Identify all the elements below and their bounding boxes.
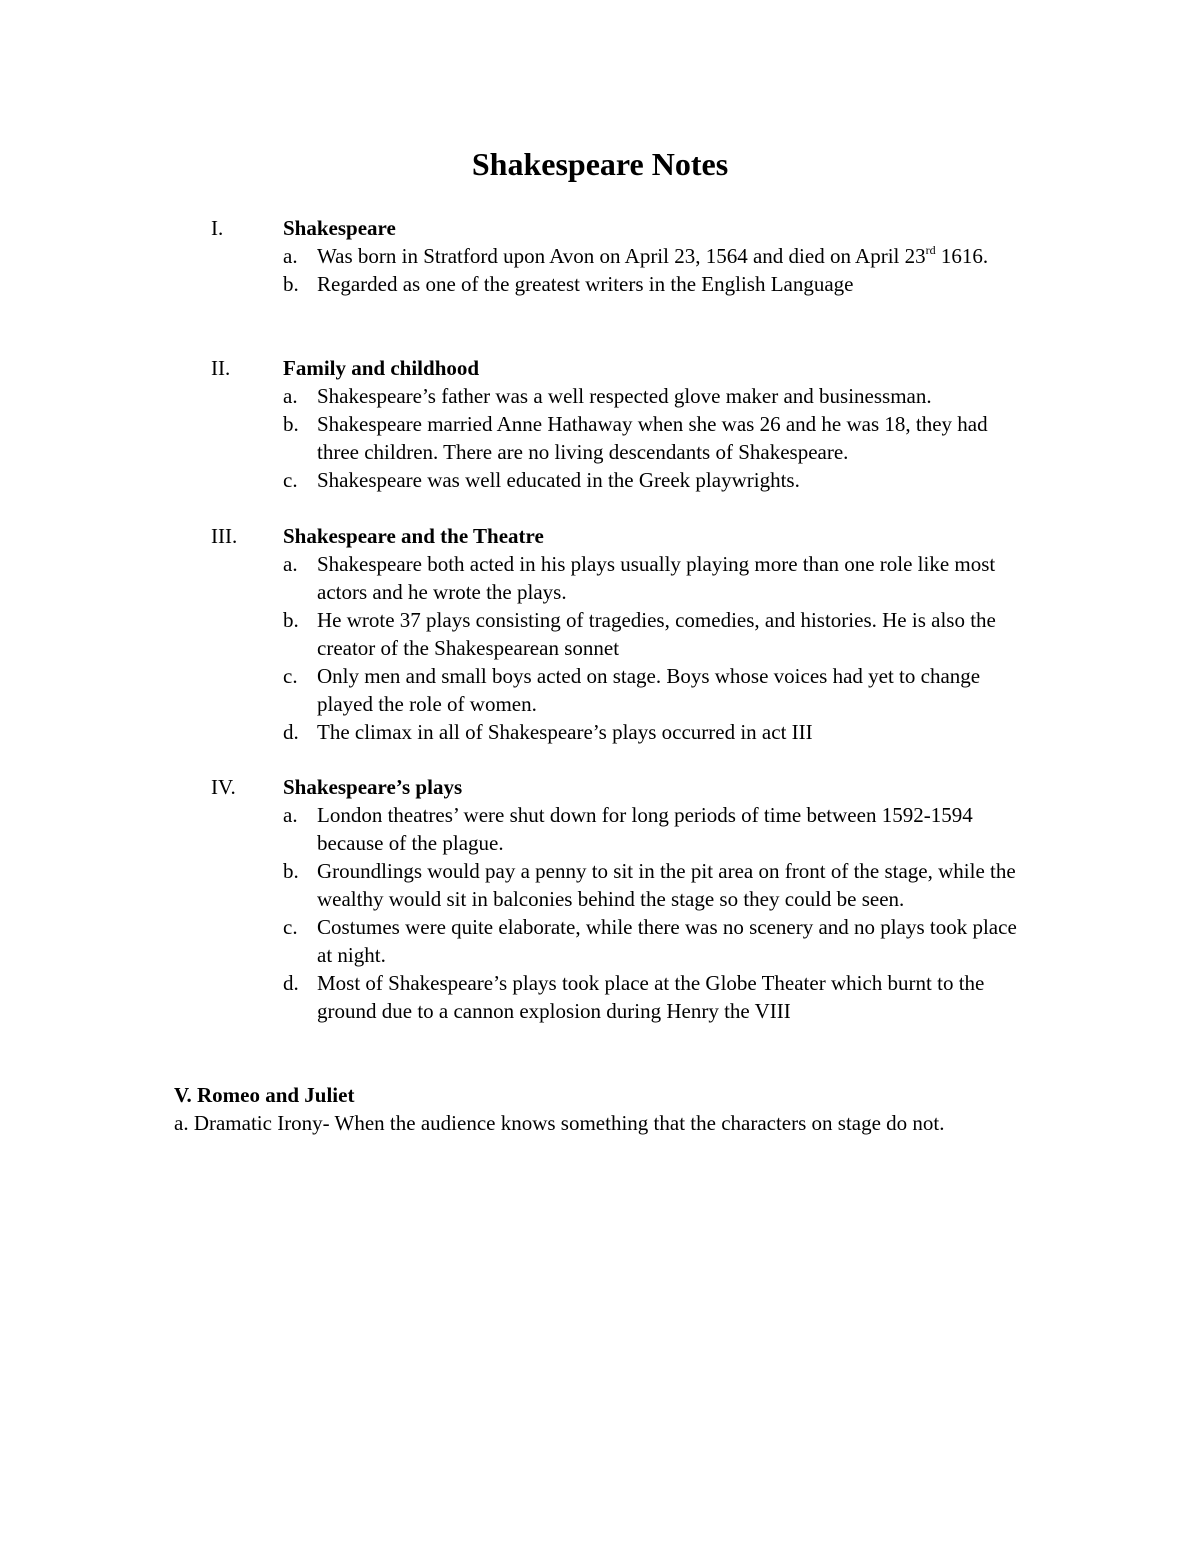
item-text: Shakespeare’s father was a well respected glove maker and businessman. (317, 384, 932, 408)
section-numeral: III. (211, 524, 238, 548)
list-item (0, 410, 1200, 466)
item-text: Groundlings would pay a penny to sit in the pit area on front of the stage, while the wealthy would sit in balconies behind the stage so they could be seen. (317, 859, 1016, 911)
item-text: Most of Shakespeare’s plays took place at the Globe Theater which burnt to the ground due to a cannon explosion during Henry the VIII (317, 971, 985, 1023)
list-item (0, 857, 1200, 913)
item-letter: b. (283, 608, 299, 632)
list-item (0, 718, 1200, 746)
section-heading (0, 522, 1200, 550)
list-item (0, 466, 1200, 494)
section-numeral: IV. (211, 775, 236, 799)
item-letter: a. (283, 384, 298, 408)
list-item (0, 242, 1200, 270)
section-title: Shakespeare (283, 216, 396, 240)
item-text: The climax in all of Shakespeare’s plays occurred in act III (317, 720, 813, 744)
item-letter: a. (283, 803, 298, 827)
item-text: Only men and small boys acted on stage. Boys whose voices had yet to change played the role of women. (317, 664, 981, 716)
list-item (0, 801, 1200, 857)
item-text: Shakespeare both acted in his plays usually playing more than one role like most actors and he wrote the plays. (317, 552, 996, 604)
item-letter: d. (283, 720, 299, 744)
page-title: Shakespeare Notes (471, 146, 729, 182)
item-text: Shakespeare married Anne Hathaway when she was 26 and he was 18, they had three children. There are no living descendants of Shakespeare. (317, 412, 988, 464)
item-text: Regarded as one of the greatest writers in the English Language (317, 272, 854, 296)
section-heading (0, 214, 1200, 242)
list-item (0, 606, 1200, 662)
list-item (0, 382, 1200, 410)
section-family-childhood (0, 354, 1200, 494)
section-heading (0, 354, 1200, 382)
list-item (0, 662, 1200, 718)
item-text (317, 242, 1017, 270)
section-theatre (0, 522, 1200, 746)
item-text: Costumes were quite elaborate, while there was no scenery and no plays took place at night. (317, 915, 1017, 967)
item-letter: c. (283, 664, 298, 688)
item-letter: c. (283, 468, 298, 492)
item-letter: a. (283, 552, 298, 576)
section-title: V. Romeo and Juliet (174, 1083, 355, 1107)
item-letter: d. (283, 971, 299, 995)
item-text: He wrote 37 plays consisting of tragedies, comedies, and histories. He is also the creator of the Shakespearean sonnet (317, 608, 996, 660)
section-romeo-juliet (174, 1081, 1034, 1137)
item-text: London theatres’ were shut down for long periods of time between 1592-1594 because of the plague. (317, 803, 973, 855)
item-text-tail: 1616. (935, 244, 989, 268)
item-letter: b. (283, 412, 299, 436)
item-text-main: Was born in Stratford upon Avon on April 23, 1564 and died on April 23 (317, 244, 926, 268)
section-heading (0, 773, 1200, 801)
section-numeral: II. (211, 356, 231, 380)
list-item (0, 913, 1200, 969)
list-item (0, 969, 1200, 1025)
item-letter: c. (283, 915, 298, 939)
item-text: Shakespeare was well educated in the Greek playwrights. (317, 468, 800, 492)
list-item (0, 270, 1200, 298)
paragraph: a. Dramatic Irony- When the audience knows something that the characters on stage do not. (174, 1111, 945, 1135)
ordinal-suffix: rd (925, 243, 936, 257)
item-letter: b. (283, 859, 299, 883)
item-letter: b. (283, 272, 299, 296)
section-title: Shakespeare and the Theatre (283, 524, 544, 548)
section-shakespeare (0, 214, 1200, 298)
section-title: Family and childhood (283, 356, 480, 380)
list-item (0, 550, 1200, 606)
item-letter: a. (283, 244, 298, 268)
section-title: Shakespeare’s plays (283, 775, 463, 799)
section-plays (0, 773, 1200, 1025)
section-numeral: I. (211, 216, 224, 240)
